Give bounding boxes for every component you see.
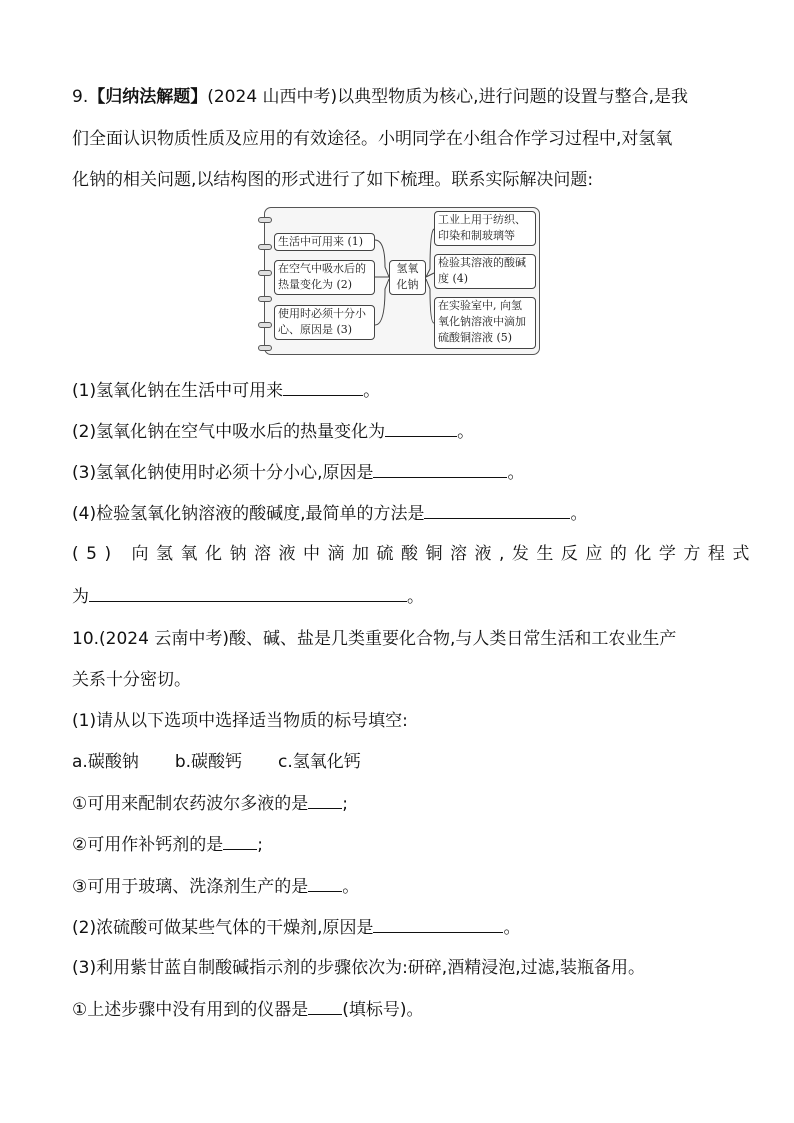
q9-sub-3-text: (3)氢氧化钠使用时必须十分小心,原因是 <box>72 463 374 483</box>
answer-blank[interactable] <box>89 585 407 602</box>
q10-options <box>72 751 361 773</box>
answer-blank[interactable] <box>283 379 363 396</box>
q10-item-1 <box>72 792 348 815</box>
structure-diagram <box>258 207 540 355</box>
q9-intro: (2024 山西中考)以典型物质为核心,进行问题的设置与整合,是我 <box>207 87 688 107</box>
q10-sub-2-end: 。 <box>503 918 521 938</box>
option-c: c.氢氧化钙 <box>278 752 361 772</box>
q9-line-1 <box>72 86 688 108</box>
q9-sub-4-text: (4)检验氢氧化钠溶液的酸碱度,最简单的方法是 <box>72 504 425 524</box>
q10-item-2-end: ; <box>257 835 263 855</box>
answer-blank[interactable] <box>308 792 342 809</box>
diagram-left-box-3: 使用时必须十分小心、原因是 (3) <box>274 305 375 340</box>
diagram-left-box-2: 在空气中吸水后的热量变化为 (2) <box>274 260 375 295</box>
q9-sub-3-end: 。 <box>507 463 525 483</box>
q10-item-3-text: ③可用于玻璃、洗涤剂生产的是 <box>72 877 309 897</box>
q9-sub-1-end: 。 <box>363 381 381 401</box>
q10-sub-3-item-1 <box>72 998 424 1021</box>
q10-line-1: 10.(2024 云南中考)酸、碱、盐是几类重要化合物,与人类日常生活和工农业生产 <box>72 629 677 649</box>
q10-sub-3-item-1-end: (填标号)。 <box>342 1000 424 1020</box>
answer-blank[interactable] <box>424 502 570 519</box>
q10-sub-2 <box>72 916 520 939</box>
answer-blank[interactable] <box>373 916 503 933</box>
q10-item-1-end: ; <box>342 794 348 814</box>
answer-blank[interactable] <box>308 998 342 1015</box>
answer-blank[interactable] <box>308 875 342 892</box>
q9-sub-1-text: (1)氢氧化钠在生活中可用来 <box>72 381 284 401</box>
q10-item-2-text: ②可用作补钙剂的是 <box>72 835 224 855</box>
q9-sub-2 <box>72 420 474 443</box>
q9-sub-2-end: 。 <box>457 422 475 442</box>
diagram-right-box-3: 在实验室中, 向氢氧化钠溶液中滴加硫酸铜溶液 (5) <box>434 297 536 349</box>
q9-sub-4-end: 。 <box>570 504 588 524</box>
diagram-center-box: 氢氧化钠 <box>389 260 426 295</box>
q9-number: 9. <box>72 87 89 107</box>
q10-item-2 <box>72 833 263 856</box>
option-a: a.碳酸钠 <box>72 752 139 772</box>
q9-tag: 【归纳法解题】 <box>88 87 208 107</box>
q9-sub-5-line-1: (5) 向氢氧化钠溶液中滴加硫酸铜溶液,发生反应的化学方程式 <box>72 544 757 564</box>
q9-sub-5-end: 。 <box>407 587 424 607</box>
q9-sub-1 <box>72 379 380 402</box>
q10-line-2: 关系十分密切。 <box>72 670 191 690</box>
q10-sub-3: (3)利用紫甘蓝自制酸碱指示剂的步骤依次为:研碎,酒精浸泡,过滤,装瓶备用。 <box>72 958 646 978</box>
q9-sub-3 <box>72 461 524 484</box>
answer-blank[interactable] <box>373 461 507 478</box>
q9-line-3: 化钠的相关问题,以结构图的形式进行了如下梳理。联系实际解决问题: <box>72 170 594 190</box>
q10-sub-2-text: (2)浓硫酸可做某些气体的干燥剂,原因是 <box>72 918 374 938</box>
q9-line-2: 们全面认识物质性质及应用的有效途径。小明同学在小组合作学习过程中,对氢氧 <box>72 129 673 149</box>
q10-item-1-text: ①可用来配制农药波尔多液的是 <box>72 794 309 814</box>
answer-blank[interactable] <box>223 833 257 850</box>
q10-item-3 <box>72 875 359 898</box>
q10-item-3-end: 。 <box>342 877 360 897</box>
option-b: b.碳酸钙 <box>174 752 243 772</box>
q9-sub-5-text: 为 <box>72 587 89 607</box>
diagram-right-box-1: 工业上用于纺织、印染和制玻璃等 <box>434 211 536 246</box>
diagram-right-box-2: 检验其溶液的酸碱度 (4) <box>434 254 536 289</box>
q9-sub-5-line-2 <box>72 585 424 608</box>
answer-blank[interactable] <box>385 420 457 437</box>
q9-sub-4 <box>72 502 587 525</box>
q10-sub-3-item-1-text: ①上述步骤中没有用到的仪器是 <box>72 1000 309 1020</box>
q9-sub-2-text: (2)氢氧化钠在空气中吸水后的热量变化为 <box>72 422 386 442</box>
diagram-left-box-1: 生活中可用来 (1) <box>274 233 375 251</box>
q10-sub-1: (1)请从以下选项中选择适当物质的标号填空: <box>72 711 408 731</box>
